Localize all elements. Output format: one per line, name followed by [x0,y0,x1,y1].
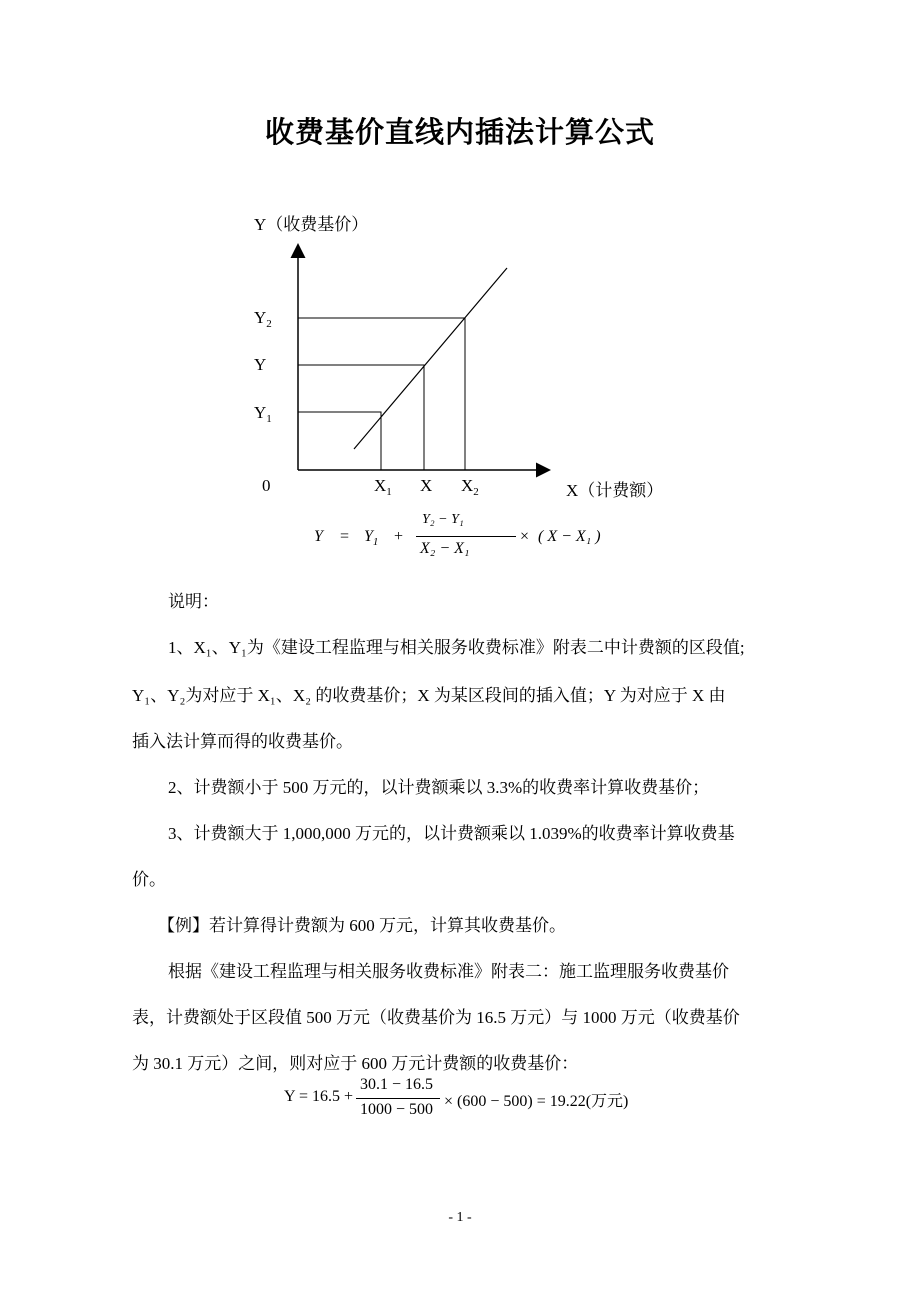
page-number: - 1 - [448,1210,472,1225]
note-1-line-2: Y₁、Y₂为对应于 X₁、X₂ 的收费基价；X 为某区段间的插入值；Y 为对应于 X 由 [132,686,726,705]
y-axis-label: Y（收费基价） [254,215,369,234]
note-1-line-1: 1、X₁、Y₁为《建设工程监理与相关服务收费标准》附表二中计费额的区段值; [168,638,745,657]
y1-tick-label: $Y_1$ [254,403,272,425]
note-1-line-3: 插入法计算而得的收费基价。 [132,732,353,751]
example-body-line-3: 为 30.1 万元）之间，则对应于 600 万元计费额的收费基价： [132,1054,579,1073]
notes-heading: 说明： [168,592,219,611]
x2-tick-label: $X_2$ [461,476,479,498]
y-tick-label: Y [254,355,267,374]
page-title: 收费基价直线内插法计算公式 [264,115,655,149]
guide-y [298,365,424,470]
example-formula: Y = 16.5 + 30.1 − 16.5 1000 − 500 × (600 − 500) = 19.22(万元) [284,1076,629,1118]
fraction-bar [416,536,516,537]
y2-tick-label: $Y_2$ [254,308,272,330]
x-tick-label: X [420,476,433,495]
example-question: 【例】若计算得计费额为 600 万元，计算其收费基价。 [158,916,566,935]
example-body-line-1: 根据《建设工程监理与相关服务收费标准》附表二：施工监理服务收费基价 [168,962,729,981]
x1-tick-label: $X_1$ [374,476,392,498]
x-axis-label: X（计费额） [566,481,664,500]
example-body-line-2: 表，计费额处于区段值 500 万元（收费基价为 16.5 万元）与 1000 万元（收费基价 [132,1008,740,1027]
note-3-line-2: 价。 [132,870,166,889]
note-3-line-1: 3、计费额大于 1,000,000 万元的，以计费额乘以 1.039%的收费率计算收费基 [168,824,735,843]
origin-label: 0 [262,476,271,495]
note-2: 2、计费额小于 500 万元的，以计费额乘以 3.3%的收费率计算收费基价； [168,778,710,797]
interpolation-line [354,268,507,449]
fraction-bar [356,1098,440,1099]
interpolation-diagram [0,0,920,520]
guide-y1 [298,412,381,470]
interpolation-formula: Y = $Y_1$ + Y₂ − Y₁ X₂ − X₁ × ( X − X₁ ) [314,512,601,557]
